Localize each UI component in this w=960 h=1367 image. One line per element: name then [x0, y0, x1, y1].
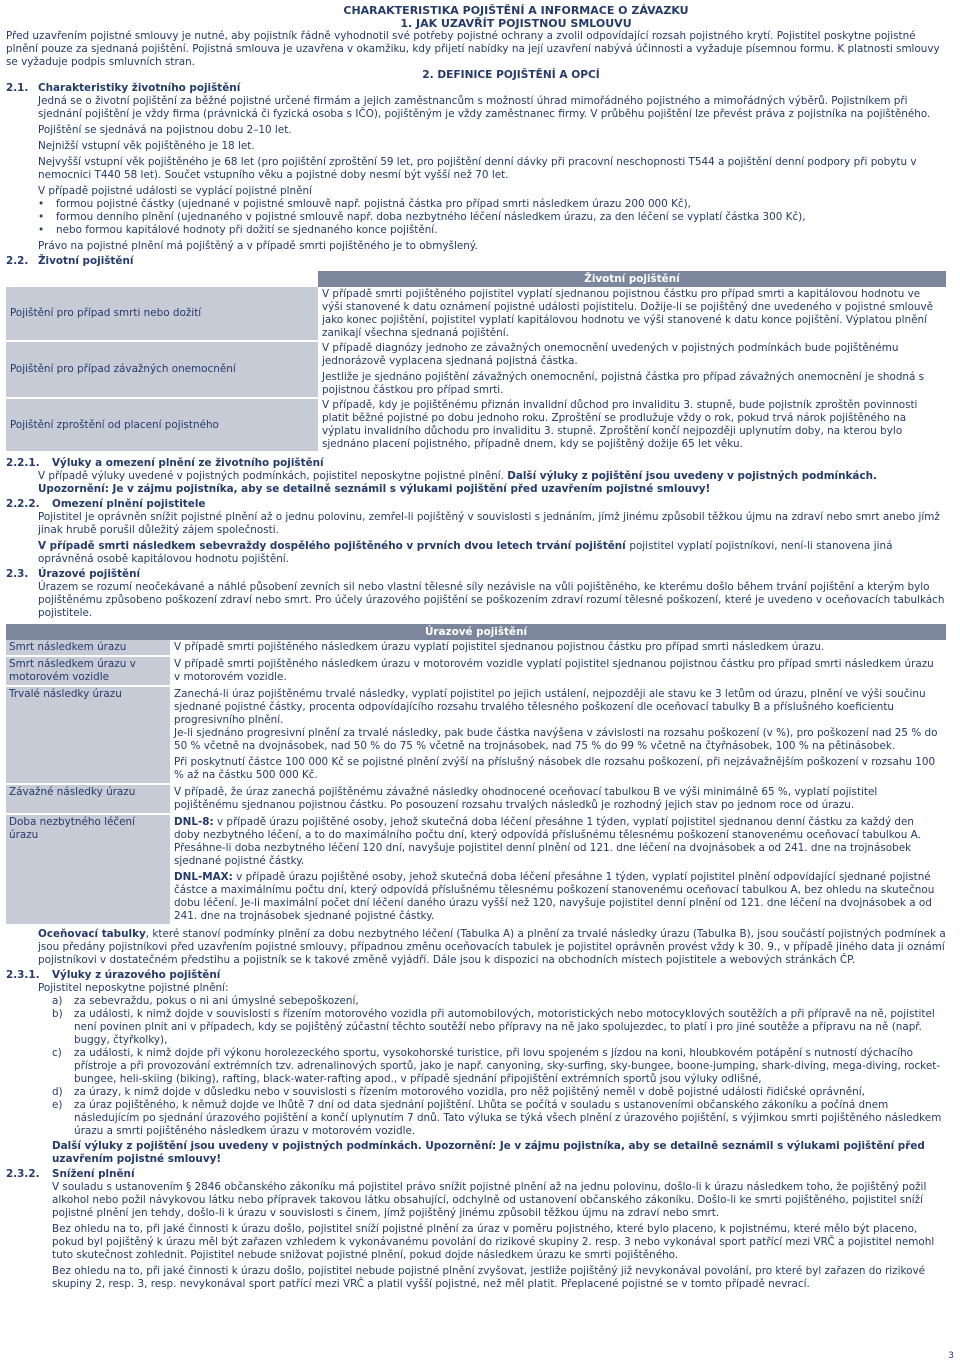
paragraph: Pojistitel je oprávněn snížit pojistné plnění až o jednu polovinu, zemřel-li pojištěný v souvislosti s jednáním, jímž jinému způsobil těžkou újmu na zdraví nebo smrt anebo jímž jinak hrubě porušil důležitý zájem společnosti. [38, 511, 940, 536]
section-title: Životní pojištění [38, 255, 134, 267]
paragraph: Nejnižší vstupní věk pojištěného je 18 let. [38, 140, 255, 152]
section-title: Výluky z úrazového pojištění [52, 969, 221, 981]
row-text-cell [318, 287, 946, 341]
list-text: za sebevraždu, pokus o ni ani úmyslné sebepoškození, [74, 995, 359, 1007]
list-text: za úrazy, k nimž dojde v důsledku nebo v souvislosti s řízením motorového vozidla, pro něž pojištěný neměl v době pojistné události řidičské oprávnění, [74, 1086, 865, 1098]
list-letter: a) [52, 995, 63, 1007]
table-row [6, 656, 946, 686]
paragraph: Bez ohledu na to, při jaké činnosti k úrazu došlo, pojistitel sníží pojistné plnění za úraz v poměru pojistného, které bylo placeno, k pojistnému, které mělo být placeno, pokud byl pojištěný k úrazu měl být zařazen vzhledem k vykonávanému povolání do rizikové skupiny 2. resp. 3 nebo vykonával sport patřící mezi VRČ a pojistitel nemohl tuto skutečnost zohlednit. Pojistitel nebude snižovat pojistné plnění, pokud dojde následkem úrazu ke smrti pojištěného. [52, 1223, 935, 1261]
section-number: 2.3. [6, 568, 29, 580]
paragraph-emphasis: V případě smrti následkem sebevraždy dospělého pojištěného v prvních dvou letech trvání pojištění [38, 540, 630, 552]
section-title: Úrazové pojištění [38, 568, 141, 580]
row-text-cell [318, 341, 946, 398]
paragraph: Nejvyšší vstupní věk pojištěného je 68 let (pro pojištění zproštění 59 let, pro pojištění denní dávky při pracovní neschopnosti T544 a pojištění denní podpory při pobytu v nemocnici T440 58 let). Součet vstupního věku a pojistné doby nesmí být vyšší než 70 let. [38, 156, 917, 181]
exclusions-list [6, 995, 946, 1138]
section-2-3-2-body [6, 1181, 946, 1291]
paragraph: Právo na pojistné plnění má pojištěný a v případě smrti pojištěného je to obmyšlený. [38, 240, 478, 252]
paragraph: Pojištění se sjednává na pojistnou dobu 2–10 let. [38, 124, 292, 136]
row-label: Pojištění pro případ smrti nebo dožití [10, 307, 202, 319]
list-text: za události, k nimž dojde při výkonu horolezeckého sportu, vysokohorské turistice, při lovu spojeném s jízdou na koni, hloubkovém potápění s nutností dýchacího přístroje a při provozování extrémních tzv. adrenalinových sportů, jako je např. canyoning, sky-surfing, sky-bungee, boone-jumping, shark-diving, mega-diving, rocket-bungee, heli-skiing (biking), rafting, black-water-rafting apod., v případě sjednání připojištění extrémních sportů jsou výluky odlišné, [74, 1047, 941, 1085]
list-item [52, 1086, 946, 1099]
paragraph: V souladu s ustanovením § 2846 občanského zákoníku má pojistitel právo snížit pojistné plnění až na jednu polovinu, došlo-li k úrazu následkem toho, že pojištěný požil alkohol nebo požil návykovou látku nebo přípravek takovou látku obsahující, odchylně od ustanovení občanského zákoníku. Došlo-li ke smrti pojištěného, pojistitel sníží pojistné plnění jen tehdy, došlo-li k úrazu v souvislosti s činem, jímž pojištěný jinému způsobil těžkou újmu na zdraví nebo smrt. [52, 1181, 927, 1219]
row-text: Jestliže je sjednáno pojištění závažných onemocnění, pojistná částka pro případ závažných onemocnění je shodná s pojistnou částkou pro případ smrti. [322, 371, 925, 396]
row-text: V případě smrti pojištěného pojistitel vyplatí sjednanou pojistnou částku pro případ smrti a kapitálovou hodnotu ve výši stanovené k datu oznámení pojistné události pojistitelu. Dožije-li se pojištěný dne uvedeného v pojistné smlouvě jako konec pojištění, pojistitel vyplatí kapitálovou hodnotu ve výši stanovené k datu konce pojištění. Výplatou plnění zanikají všechna sjednaná pojištění. [322, 288, 934, 339]
list-letter: d) [52, 1086, 63, 1098]
row-label-cell [6, 398, 318, 452]
row-label: Pojištění zproštění od placení pojistného [10, 418, 219, 431]
section-title: Charakteristiky životního pojištění [38, 82, 241, 94]
row-text: V případě diagnózy jednoho ze závažných onemocnění uvedených v pojistných podmínkách bude pojištěnému jednorázově vyplacena sjednaná pojistná částka. [322, 342, 899, 367]
paragraph-text: , které stanoví podmínky plnění za dobu nezbytného léčení (Tabulka A) a plnění za trvalé následky úrazu (Tabulka B), jsou součástí pojistných podmínek a jsou předány pojistníkovi před uzavřením pojistné smlouvy, případnou změnu oceňovacích tabulek je pojistitel oprávněn provést vždy k 30. 9., v případě jiného data ji oznámí pojistníkovi v dostatečném předstihu a pojistník se k takové změně vyjádří. Dále jsou k dispozici na obchodních místech pojistitele a webových stránkách ČP. [38, 928, 946, 966]
section-2-2-2-body [6, 511, 946, 566]
section-1-heading: 1. JAK UZAVŘÍT POJISTNOU SMLOUVU [400, 17, 632, 30]
list-item [52, 1099, 946, 1138]
list-text: za události, k nimž dojde v souvislosti s řízením motorového vozidla při automobilových, motoristických nebo motocyklových soutěžích a při přípravě na ně, pojistitel není povinen plnit ani v případech, kdy se pojištěný zúčastní těchto soutěží nebo přípravy na ně jako spolujezdec, to platí i pro jiné soutěže a přípravu na ně (např. buggy, čtyřkolky), [74, 1008, 935, 1046]
section-2-1-body [6, 95, 946, 198]
dnlmax-text: v případě úrazu pojištěné osoby, jehož skutečná doba léčení přesáhne 1 týden, vyplatí pojistitel plnění odpovídající sjednané pojistné částce a maximálnímu počtu dní, který odpovídá příslušnému tělesnému poškození stanovenému oceňovací tabulkou A, bez ohledu na skutečnou dobu léčení. Je-li maximální počet dní léčení daného úrazu vyšší než 120, navyšuje pojistitel denní plnění od 121. dne léčení na dvojnásobek a od 241. dne na trojnásobek sjednané pojistné částky. [174, 871, 935, 922]
row-text-cell [170, 686, 946, 784]
section-2-2-2-heading [6, 498, 946, 511]
table-row [6, 784, 946, 814]
list-letter: e) [52, 1099, 63, 1111]
row-label-cell: Doba nezbytného léčení úrazu [6, 814, 170, 925]
paragraph [6, 928, 946, 967]
paragraph-emphasis: Další výluky z pojištění jsou uvedeny v pojistných podmínkách. Upozornění: Je v zájmu pojistníka, aby se detailně seznámil s výlukami pojištění před uzavřením pojistné smlouvy! [52, 1140, 925, 1165]
table-header: Životní pojištění [318, 271, 946, 287]
paragraph: Úrazem se rozumí neočekávané a náhlé působení zevních sil nebo vlastní tělesné síly nezávisle na vůli pojištěného, ke kterému došlo během trvání pojištění a kterým bylo pojištěnému způsobeno poškození zdraví nebo smrt. Pro účely úrazového pojištění se poškozením zdraví rozumí tělesné poškození, které je uvedeno v oceňovacích tabulkách pojistitele. [38, 581, 945, 619]
list-item: • formou pojistné částky (ujednané v pojistné smlouvě např. pojistná částka pro případ smrti následkem úrazu 200 000 Kč), [38, 198, 946, 211]
section-2-2-1-heading [6, 457, 946, 470]
paragraph-text: pojistitel vyplatí pojistníkovi, není-li stanovena jiná oprávněná osobě kapitálovou hodnotu pojištění. [38, 540, 893, 565]
section-number: 2.2. [6, 255, 29, 267]
list-item: • nebo formou kapitálové hodnoty při dožití se sjednaného konce pojištění. [38, 224, 946, 237]
row-text-cell: V případě, že úraz zanechá pojištěnému závažné následky ohodnocené oceňovací tabulkou B ve výši minimálně 65 %, vyplatí pojistitel pojištěnému sjednanou pojistnou částku. Po posouzení rozsahu trvalých následků je rozhodný jejich stav po jednom roce od úrazu. [170, 784, 946, 814]
row-label-cell [6, 287, 318, 341]
table-row [6, 686, 946, 784]
section-number: 2.2.1. [6, 457, 40, 469]
row-label-cell: Trvalé následky úrazu [6, 686, 170, 784]
paragraph-emphasis: Oceňovací tabulky [38, 928, 146, 940]
list-letter: c) [52, 1047, 62, 1059]
section-2-1-heading [6, 82, 946, 95]
section-2-3-2-heading [6, 1168, 946, 1181]
page-number: 3 [948, 1351, 954, 1361]
row-label-cell: Smrt následkem úrazu [6, 640, 170, 656]
section-2-3-1-heading [6, 969, 946, 982]
list-item [52, 995, 946, 1008]
accident-insurance-table [6, 624, 946, 926]
paragraph [6, 470, 946, 496]
paragraph: Bez ohledu na to, při jaké činnosti k úrazu došlo, pojistitel nebude pojistné plnění zvyšovat, jestliže pojištěný již nevykonával povolání, pro které byl zařazen do rizikové skupiny 2, resp. 3, resp. nevykonával sport patřící mezi VRČ a platil vyšší pojistné, než měl platit. Přeplacené pojistné se v tomto případě nevrací. [52, 1265, 926, 1290]
table-header: Úrazové pojištění [6, 624, 946, 640]
payout-forms-list [6, 198, 946, 237]
section-number: 2.2.2. [6, 498, 40, 510]
section-title: Omezení plnění pojistitele [52, 498, 206, 510]
row-label-cell: Závažné následky úrazu [6, 784, 170, 814]
document-title: CHARAKTERISTIKA POJIŠTĚNÍ A INFORMACE O ZÁVAZKU [343, 4, 689, 17]
row-text: Zanechá-li úraz pojištěnému trvalé následky, vyplatí pojistitel po jejich ustálení, nejpozději ale stavu ke 3 letům od úrazu, plnění ve výši součinu sjednané pojistné částky, procenta odpovídajícího rozsahu trvalého tělesného poškození dle oceňovací tabulky B a příslušného koeficientu progresivního plnění. [174, 688, 926, 726]
row-text-cell: V případě smrti pojištěného následkem úrazu v motorovém vozidle vyplatí pojistitel sjednanou pojistnou částku pro případ smrti následkem úrazu v motorovém vozidle. [170, 656, 946, 686]
table-row [6, 341, 946, 398]
table-row [6, 814, 946, 925]
row-text: Při poskytnutí částce 100 000 Kč se pojistné plnění zvýší na příslušný násobek dle rozsahu poškození, při nejzávažnějším poškození v rozsahu 100 % až na částku 500 000 Kč. [174, 756, 936, 781]
row-text [174, 871, 942, 923]
row-text [174, 816, 942, 868]
list-item [52, 1047, 946, 1086]
section-2-heading: 2. DEFINICE POJIŠTĚNÍ A OPCÍ [422, 69, 600, 81]
section-number: 2.1. [6, 82, 29, 94]
row-text-cell [170, 814, 946, 925]
dnlmax-label: DNL-MAX: [174, 871, 233, 883]
table-row [6, 398, 946, 452]
list-letter: b) [52, 1008, 63, 1020]
table-corner [6, 271, 318, 287]
section-number: 2.3.2. [6, 1168, 40, 1180]
life-insurance-table [6, 271, 946, 453]
paragraph: Pojistitel neposkytne pojistné plnění: [38, 982, 229, 994]
row-label-cell: Smrt následkem úrazu v motorovém vozidle [6, 656, 170, 686]
row-text-cell [318, 398, 946, 452]
list-item [52, 1008, 946, 1047]
section-title: Snížení plnění [52, 1168, 135, 1180]
section-title: Výluky a omezení plnění ze životního pojištění [52, 457, 324, 469]
intro-paragraph: Před uzavřením pojistné smlouvy je nutné, aby pojistník řádně vyhodnotil své potřeby pojistné ochrany a zvolil odpovídající rozsah pojistného krytí. Pojistitel poskytne pojistné plnění pouze za sjednaná pojištění. Pojistná smlouva je uzavřena v okamžiku, kdy přijetí nabídky na její uzavření nabývá účinnosti a vyžaduje písemnou formu. K platnosti smlouvy se vyžaduje podpis smluvních stran. [6, 30, 940, 68]
paragraph [38, 540, 946, 566]
row-label: Pojištění pro případ závažných onemocnění [10, 363, 236, 375]
row-text: V případě, kdy je pojištěnému přiznán invalidní důchod pro invaliditu 3. stupně, bude pojistník zproštěn povinnosti platit běžné pojistné po dobu jednoho roku. Zproštění se prodlužuje vždy o rok, pokud trvá nárok pojištěného na výplatu invalidního důchodu pro invaliditu 3. stupně. Zproštění končí nejpozději uplynutím doby, na kterou bylo sjednáno placení pojistného, případně dnem, kdy se pojištěný dožije 65 let věku. [322, 399, 918, 450]
dnl8-label: DNL-8: [174, 816, 214, 828]
paragraph: Jedná se o životní pojištění za běžné pojistné určené firmám a jejich zaměstnancům s možností úhrad mimořádného pojistného a mimořádných výběrů. Pojistníkem při sjednání pojištění je vždy firma (právnická či fyzická osoba s IČO), pojištěným je vždy zaměstnanec firmy. V průběhu pojištění lze převést práva z pojistníka na pojištěného. [38, 95, 931, 120]
table-row [6, 287, 946, 341]
list-text: za úraz pojištěného, k němuž dojde ve lhůtě 7 dní od data sjednání pojištění. Lhůta se počítá v souladu s ustanoveními občanského zákoníku a počíná dnem následujícím po sjednání úrazového pojištění a končí uplynutím 7 dnů. Tato výluka se týká všech plnění z úrazového pojištění, s výjimkou smrti pojištěného následkem úrazu a smrti pojištěného následkem úrazu v motorovém vozidle. [74, 1099, 942, 1137]
section-2-2-heading [6, 255, 946, 268]
dnl8-text: v případě úrazu pojištěné osoby, jehož skutečná doba léčení přesáhne 1 týden, vyplatí pojistitel sjednanou denní částku za každý den doby nezbytného léčení, a to do maximálního počtu dní, který odpovídá příslušnému tělesnému poškození stanovenému oceňovací tabulkou A. Přesáhne-li doba nezbytného léčení 120 dní, navyšuje pojistitel denní plnění od 121. dne léčení na dvojnásobek a od 241. dne na trojnásobek sjednané pojistné částky. [174, 816, 921, 867]
paragraph-text: V případě výluky uvedené v pojistných podmínkách, pojistitel neposkytne pojistné plnění. [38, 470, 508, 482]
paragraph: V případě pojistné události se vyplácí pojistné plnění [38, 185, 312, 197]
section-2-3-heading [6, 568, 946, 581]
row-label-cell [6, 341, 318, 398]
list-item: • formou denního plnění (ujednaného v pojistné smlouvě např. doba nezbytného léčení následkem úrazu, za den léčení se vyplatí částka 300 Kč), [38, 211, 946, 224]
table-row [6, 640, 946, 656]
row-text-cell: V případě smrti pojištěného následkem úrazu vyplatí pojistitel sjednanou pojistnou částku pro případ smrti následkem úrazu. [170, 640, 946, 656]
row-text: Je-li sjednáno progresivní plnění za trvalé následky, pak bude částka navýšena v závislosti na rozsahu poškození (v %), pro poškození nad 25 % do 50 % včetně na dvojnásobek, nad 50 % do 75 % včetně na trojnásobek, nad 75 % do 99 % včetně na čtyřnásobek, 100 % na pětinásobek. [174, 727, 938, 752]
paragraph-emphasis: Další výluky z pojištění jsou uvedeny v pojistných podmínkách. Upozornění: Je v zájmu pojistníka, aby se detailně seznámil s výlukami pojištění před uzavřením pojistné smlouvy! [38, 470, 877, 495]
section-number: 2.3.1. [6, 969, 40, 981]
